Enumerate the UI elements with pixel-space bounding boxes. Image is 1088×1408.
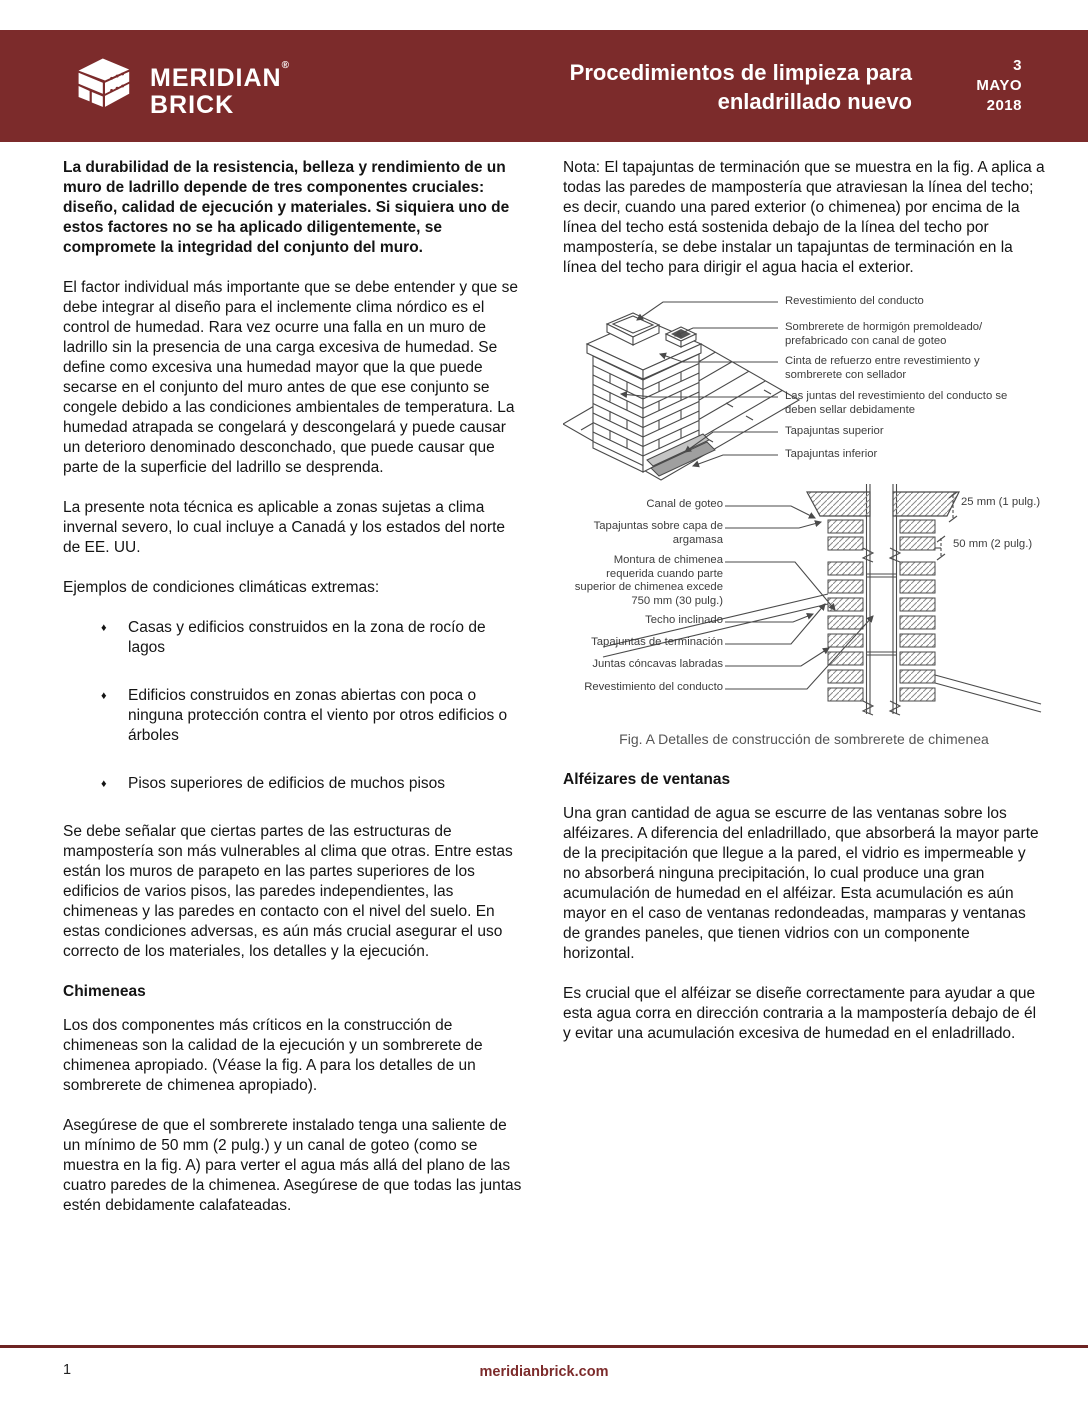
paragraph: Los dos componentes más críticos en la construcción de chimeneas son la calidad de la ejecución y un sombrerete de chimenea apropiado. (Véase la fig. A para los detalles de un sombrerete de chimenea apropiado). <box>63 1017 483 1094</box>
dimension-label: 50 mm (2 pulg.) <box>953 538 1033 550</box>
list-item: ♦ Edificios construidos en zonas abiertas con poca o ninguna protección contra el viento por otros edificios o árboles <box>63 686 523 746</box>
chimney-3d-diagram <box>563 292 1045 482</box>
figure-label: Techo inclinado <box>645 614 723 626</box>
registered-mark: ® <box>281 60 289 71</box>
section-heading-chimeneas: Chimeneas <box>63 983 146 1000</box>
paragraph: Ejemplos de condiciones climáticas extremas: <box>63 579 380 596</box>
figure-label: Tapajuntas de terminación <box>591 636 723 648</box>
paragraph: El factor individual más importante que se debe entender y que se debe integrar al diseño para el inclemente clima nórdico es el control de humedad. Rara vez ocurre una falla en un muro de ladrillo sin la presencia de una carga excesiva de humedad. Se define como excesiva una humedad mayor que la que puede secarse en el conjunto del muro antes de que ese conjunto se congele debido a las condiciones ambientales de temperatura. La humedad atrapada se congelará y descongelará y puede causar un deterioro denominado desconchado, que puede causar que parte de la superficie del ladrillo se desprenda. <box>63 279 518 476</box>
note-paragraph: Nota: El tapajuntas de terminación que se muestra en la fig. A aplica a todas las paredes de mampostería que atraviesan la línea del techo; es decir, cuando una pared exterior (o chimenea) por encima de la línea del techo está sostenida debajo de la línea del techo por mampostería, se debe instalar un tapajuntas de terminación en la línea del techo para dirigir el agua hacia el exterior. <box>563 159 1045 276</box>
list-item: ♦ Pisos superiores de edificios de muchos pisos <box>63 774 523 794</box>
meridian-brick-logo-icon <box>72 53 138 119</box>
brand-name: MERIDIAN® BRICK <box>150 60 289 119</box>
figure-label: Juntas cóncavas labradas <box>592 658 723 670</box>
figure-a <box>563 292 1045 748</box>
paragraph: Se debe señalar que ciertas partes de las estructuras de mampostería son más vulnerables al clima que otras. Entre estas están los muros de parapeto en las partes superiores de los edificios de varios pisos, las paredes independientes, las chimeneas y las paredes en contacto con el nivel del suelo. En estas condiciones adversas, es aún más crucial asegurar el uso correcto de los materiales, los detalles y la ejecución. <box>63 823 513 960</box>
paragraph: Es crucial que el alféizar se diseñe correctamente para ayudar a que esta agua corra en dirección contraria a la mampostería debajo de él y evitar una acumulación excesiva de humedad en el enladrillado. <box>563 985 1037 1042</box>
section-heading-alfeizares: Alféizares de ventanas <box>563 771 731 788</box>
figure-label: Sombrerete de hormigón premoldeado/ prefabricado con canal de goteo <box>785 321 983 347</box>
figure-label: Tapajuntas superior <box>785 425 884 437</box>
paragraph: Una gran cantidad de agua se escurre de las ventanas sobre los alféizares. A diferencia del enladrillado, que absorberá la mayor parte de la precipitación que llegue a la pared, el vidrio es impermeable y no absorberá ninguna precipitación, lo cual produce una gran acumulación de humedad en el alféizar. Esta acumulación es aún mayor en el caso de ventanas redondeadas, mamparas y ventanas de grandes paneles, que tienen vidrios con un componente horizontal. <box>563 805 1039 962</box>
website-link[interactable]: meridianbrick.com <box>479 1364 609 1380</box>
intro-paragraph: La durabilidad de la resistencia, belleza y rendimiento de un muro de ladrillo depende de tres componentes cruciales: diseño, calidad de ejecución y materiales. Si siquiera uno de estos factores no se ha aplicado diligentemente, se compromete la integridad del conjunto del muro. <box>63 159 510 256</box>
figure-label: Montura de chimenea requerida cuando parte superior de chimenea excede 750 mm (30 pulg.) <box>574 554 723 607</box>
right-column <box>563 158 1045 1064</box>
footer-website <box>0 1364 1088 1380</box>
issue-date: 3 MAYO 2018 <box>976 57 1022 114</box>
list-item: ♦ Casas y edificios construidos en la zona de rocío de lagos <box>63 618 523 658</box>
left-column <box>63 158 523 1236</box>
dimension-label: 25 mm (1 pulg.) <box>961 496 1041 508</box>
brand-logo <box>72 52 289 119</box>
figure-label: Las juntas del revestimiento del conducto se deben sellar debidamente <box>785 390 1008 416</box>
page-number: 1 <box>63 1362 72 1378</box>
figure-label: Tapajuntas sobre capa de argamasa <box>593 520 723 546</box>
figure-label: Canal de goteo <box>646 498 723 510</box>
paragraph: La presente nota técnica es aplicable a zonas sujetas a clima invernal severo, lo cual incluye a Canadá y los estados del norte de EE. UU. <box>63 499 506 556</box>
climate-conditions-list <box>63 618 523 794</box>
page-title: Procedimientos de limpieza para enladrillado nuevo <box>569 60 912 114</box>
figure-label: Revestimiento del conducto <box>785 295 924 307</box>
paragraph: Asegúrese de que el sombrerete instalado tenga una saliente de un mínimo de 50 mm (2 pulg.) y un canal de goteo (como se muestra en la fig. A) para verter el agua más allá del plano de las cuatro paredes de la chimenea. Asegúrese de que todas las juntas estén debidamente calafateadas. <box>63 1117 522 1214</box>
figure-label: Cinta de refuerzo entre revestimiento y sombrerete con sellador <box>785 355 980 381</box>
footer-rule <box>0 1345 1088 1348</box>
chimney-section-diagram <box>563 482 1045 720</box>
figure-label: Tapajuntas inferior <box>785 448 878 460</box>
header-band <box>0 30 1088 142</box>
figure-caption: Fig. A Detalles de construcción de sombrerete de chimenea <box>619 731 989 747</box>
figure-label: Revestimiento del conducto <box>584 681 723 693</box>
